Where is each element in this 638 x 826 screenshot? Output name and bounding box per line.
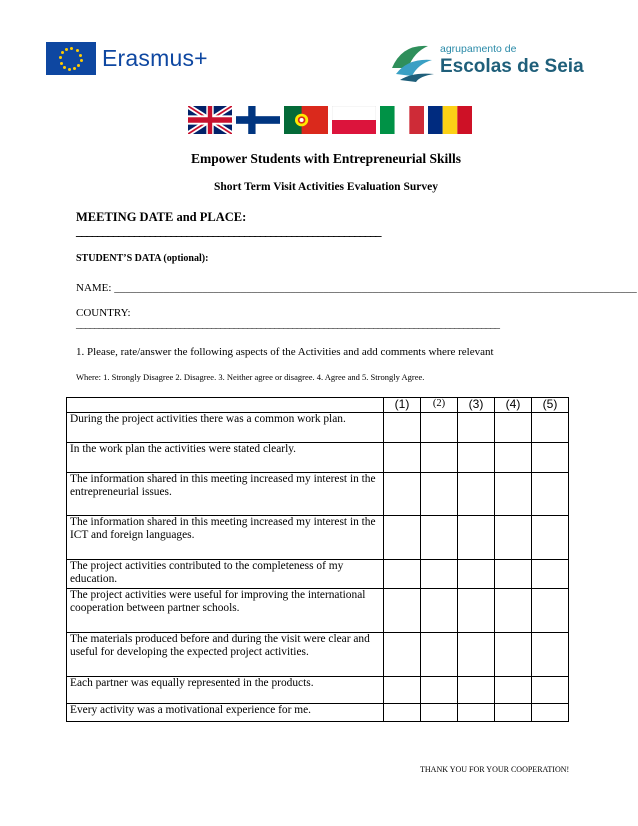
- finland-flag-icon: [236, 106, 280, 134]
- table-row: [67, 676, 569, 703]
- table-header-row: [67, 398, 569, 413]
- school-logo-icon: [388, 38, 436, 82]
- statement-cell: Every activity was a motivational experience for me.: [67, 703, 384, 721]
- name-field[interactable]: NAME: _______________________________________________________________________________________________: [76, 282, 637, 294]
- table-row: [67, 515, 569, 559]
- rating-cell[interactable]: [532, 588, 569, 632]
- rating-cell[interactable]: [495, 412, 532, 442]
- rating-cell[interactable]: [384, 703, 421, 721]
- rating-cell[interactable]: [421, 442, 458, 472]
- erasmus-logo-text: Erasmus+: [102, 45, 208, 71]
- table-row: [67, 472, 569, 515]
- rating-cell[interactable]: [421, 676, 458, 703]
- meeting-date-line[interactable]: __________________________________________________________: [76, 224, 381, 238]
- school-logo: [388, 38, 584, 82]
- rating-scale-legend: Where: 1. Strongly Disagree 2. Disagree. 3. Neither agree or disagree. 4. Agree and 5. Strongly Agree.: [76, 372, 425, 382]
- scale-header: (3): [458, 398, 495, 413]
- rating-cell[interactable]: [421, 588, 458, 632]
- rating-cell[interactable]: [384, 676, 421, 703]
- scale-header: (1): [384, 398, 421, 413]
- rating-cell[interactable]: [421, 515, 458, 559]
- table-row: [67, 632, 569, 676]
- table-row: [67, 442, 569, 472]
- school-logo-subtitle: agrupamento de: [440, 43, 517, 56]
- scale-header: (5): [532, 398, 569, 413]
- rating-cell[interactable]: [532, 412, 569, 442]
- partner-flags: [188, 106, 472, 134]
- rating-cell[interactable]: [495, 472, 532, 515]
- poland-flag-icon: [332, 106, 376, 134]
- table-row: [67, 703, 569, 721]
- rating-cell[interactable]: [458, 588, 495, 632]
- rating-cell[interactable]: [421, 703, 458, 721]
- statement-cell: The project activities were useful for improving the international cooperation between partner schools.: [67, 588, 384, 632]
- rating-cell[interactable]: [495, 515, 532, 559]
- rating-cell[interactable]: [384, 632, 421, 676]
- rating-cell[interactable]: [458, 515, 495, 559]
- country-field[interactable]: ______________________________________________________________________________________________: [76, 318, 499, 330]
- rating-cell[interactable]: [495, 442, 532, 472]
- rating-cell[interactable]: [532, 632, 569, 676]
- rating-cell[interactable]: [458, 442, 495, 472]
- statement-cell: The information shared in this meeting increased my interest in the ICT and foreign languages.: [67, 515, 384, 559]
- rating-cell[interactable]: [421, 412, 458, 442]
- rating-cell[interactable]: [421, 559, 458, 588]
- rating-cell[interactable]: [532, 703, 569, 721]
- rating-cell[interactable]: [384, 515, 421, 559]
- rating-cell[interactable]: [532, 559, 569, 588]
- statement-cell: The project activities contributed to the completeness of my education.: [67, 559, 384, 588]
- rating-cell[interactable]: [495, 588, 532, 632]
- scale-header: (4): [495, 398, 532, 413]
- rating-cell[interactable]: [495, 676, 532, 703]
- rating-cell[interactable]: [458, 676, 495, 703]
- rating-cell[interactable]: [532, 442, 569, 472]
- meeting-date-label: MEETING DATE and PLACE:: [76, 210, 247, 224]
- rating-cell[interactable]: [384, 412, 421, 442]
- statement-cell: The information shared in this meeting increased my interest in the entrepreneurial issues.: [67, 472, 384, 515]
- rating-cell[interactable]: [495, 632, 532, 676]
- statement-cell: In the work plan the activities were stated clearly.: [67, 442, 384, 472]
- evaluation-table: [66, 397, 569, 722]
- rating-cell[interactable]: [384, 588, 421, 632]
- table-header-blank: [67, 398, 384, 413]
- statement-cell: The materials produced before and during the visit were clear and useful for developing the expected project activities.: [67, 632, 384, 676]
- rating-cell[interactable]: [421, 472, 458, 515]
- rating-cell[interactable]: [532, 515, 569, 559]
- scale-header: (2): [421, 398, 458, 413]
- document-title: Empower Students with Entrepreneurial Skills: [190, 151, 462, 166]
- eu-flag-icon: [46, 42, 96, 75]
- school-logo-title: Escolas de Seia: [440, 55, 584, 77]
- student-data-heading: STUDENT’S DATA (optional):: [76, 253, 209, 264]
- rating-cell[interactable]: [532, 472, 569, 515]
- question-instruction: 1. Please, rate/answer the following aspects of the Activities and add comments where relevant: [76, 346, 494, 358]
- country-label: COUNTRY:: [76, 307, 131, 319]
- rating-cell[interactable]: [458, 472, 495, 515]
- romania-flag-icon: [428, 106, 472, 134]
- rating-cell[interactable]: [495, 703, 532, 721]
- rating-cell[interactable]: [495, 559, 532, 588]
- rating-cell[interactable]: [458, 412, 495, 442]
- portugal-flag-icon: [284, 106, 328, 134]
- rating-cell[interactable]: [458, 559, 495, 588]
- rating-cell[interactable]: [532, 676, 569, 703]
- table-row: [67, 588, 569, 632]
- table-row: [67, 412, 569, 442]
- thank-you-note: THANK YOU FOR YOUR COOPERATION!: [420, 765, 570, 774]
- table-row: [67, 559, 569, 588]
- statement-cell: Each partner was equally represented in the products.: [67, 676, 384, 703]
- rating-cell[interactable]: [384, 472, 421, 515]
- rating-cell[interactable]: [421, 632, 458, 676]
- uk-flag-icon: [188, 106, 232, 134]
- rating-cell[interactable]: [458, 703, 495, 721]
- statement-cell: During the project activities there was a common work plan.: [67, 412, 384, 442]
- erasmus-logo: [46, 42, 208, 75]
- document-subtitle: Short Term Visit Activities Evaluation Survey: [214, 181, 438, 193]
- italy-flag-icon: [380, 106, 424, 134]
- rating-cell[interactable]: [384, 559, 421, 588]
- rating-cell[interactable]: [384, 442, 421, 472]
- rating-cell[interactable]: [458, 632, 495, 676]
